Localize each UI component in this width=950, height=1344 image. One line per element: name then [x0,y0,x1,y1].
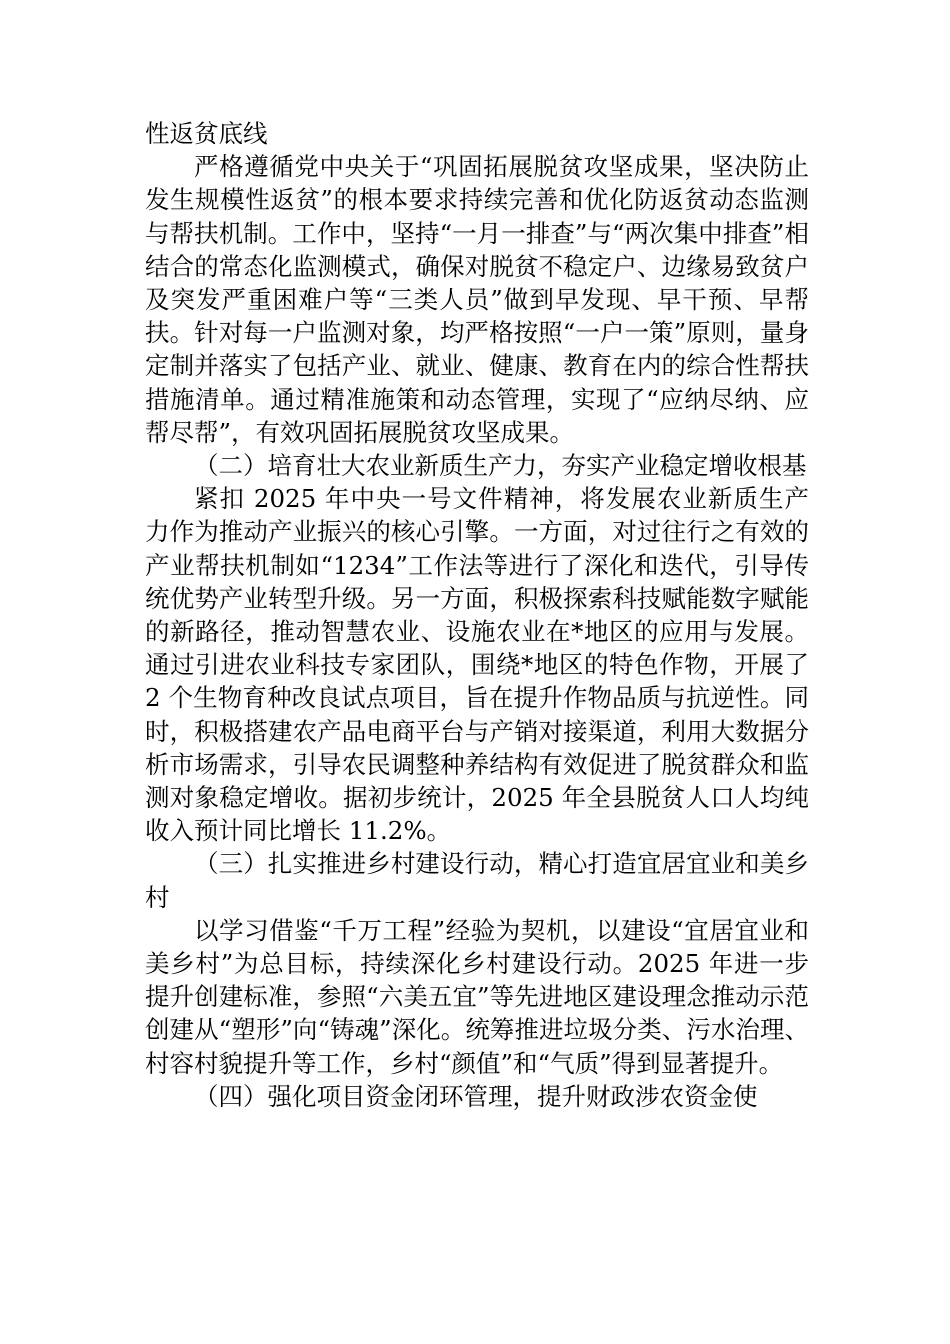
section-heading-3: （三）扎实推进乡村建设行动，精心打造宜居宜业和美乡村 [145,849,809,912]
paragraph-continuation: 性返贫底线 [145,119,268,148]
section-heading-2: （二）培育壮大农业新质生产力，夯实产业稳定增收根基 [194,451,807,481]
paragraph-rural-construction: 以学习借鉴“千万工程”经验为契机，以建设“宜居宜业和美乡村”为总目标，持续深化乡村建设行动。2025 年进一步提升创建标准，参照“六美五宜”等先进地区建设理念推动示范创建从“塑形”向“铸魂”深化。统筹推进垃圾分类、污水治理、村容村貌提升等工作，乡村“颜值”和“气质”得到显著提升。 [145,915,809,1078]
section-heading-4: （四）强化项目资金闭环管理，提升财政涉农资金使 [194,1081,758,1111]
paragraph-productivity: 紧扣 2025 年中央一号文件精神，将发展农业新质生产力作为推动产业振兴的核心引擎。一方面，对过往行之有效的产业帮扶机制如“1234”工作法等进行了深化和迭代，引导传统优势产业转型升级。另一方面，积极探索科技赋能数字赋能的新路径，推动智慧农业、设施农业在*地区的应用与发展。通过引进农业科技专家团队，围绕*地区的特色作物，开展了 2 个生物育种改良试点项目，旨在提升作物品质与抗逆性。同时，积极搭建农产品电商平台与产销对接渠道，利用大数据分析市场需求，引导农民调整种养结构有效促进了脱贫群众和监测对象稳定增收。据初步统计，2025 年全县脱贫人口人均纯收入预计同比增长 11.2%。 [145,484,809,846]
paragraph-monitoring: 严格遵循党中央关于“巩固拓展脱贫攻坚成果，坚决防止发生规模性返贫”的根本要求持续完善和优化防返贫动态监测与帮扶机制。工作中，坚持“一月一排查”与“两次集中排查”相结合的常态化监测模式，确保对脱贫不稳定户、边缘易致贫户及突发严重困难户等“三类人员”做到早发现、早干预、早帮扶。针对每一户监测对象，均严格按照“一户一策”原则，量身定制并落实了包括产业、就业、健康、教育在内的综合性帮扶措施清单。通过精准施策和动态管理，实现了“应纳尽纳、应帮尽帮”，有效巩固拓展脱贫攻坚成果。 [145,152,809,447]
document-body [145,117,809,1113]
